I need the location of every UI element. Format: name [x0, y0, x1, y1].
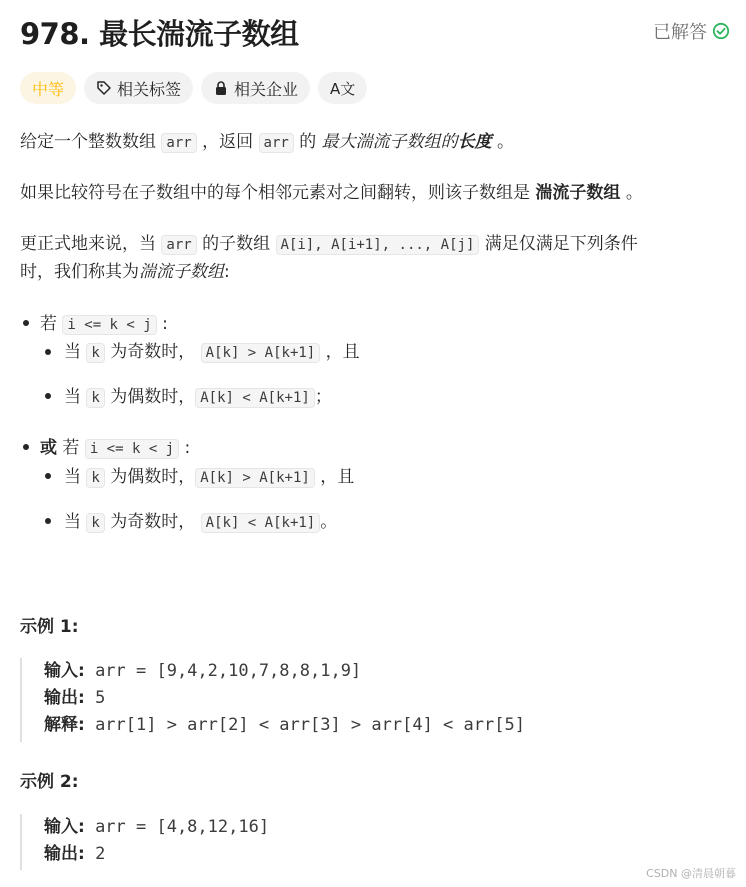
- c1-s2-text: 为偶数时，: [110, 387, 196, 407]
- condition-2-sub-2: [64, 508, 337, 537]
- paragraph-1: [20, 128, 514, 157]
- c1-s1-dang: 当: [64, 342, 81, 362]
- c1-s2-end: ；: [314, 387, 332, 407]
- example-2-block: [20, 814, 269, 870]
- condition-1-sub-1: [64, 338, 360, 367]
- related-topics-label: 相关标签: [117, 79, 182, 99]
- bullet: [23, 320, 29, 326]
- paragraph-2: [20, 179, 643, 207]
- c2-s2-text: 为奇数时，: [110, 512, 196, 532]
- c2-s1-end: ，且: [320, 467, 355, 487]
- c2-ruo: 若: [62, 438, 80, 458]
- tag-icon: [96, 80, 112, 96]
- inline-code: A[k] < A[k+1]: [201, 513, 321, 533]
- c2-or: 或: [40, 438, 57, 458]
- inline-code: A[k] > A[k+1]: [195, 468, 315, 488]
- p1-end: 。: [497, 132, 515, 152]
- c1-s2-dang: 当: [64, 387, 81, 407]
- inline-code: A[k] > A[k+1]: [201, 343, 321, 363]
- input-label: 输入:: [44, 817, 85, 837]
- difficulty-label: 中等: [32, 79, 65, 99]
- example-1-input: [44, 658, 525, 685]
- c2-s2-dang: 当: [64, 512, 81, 532]
- condition-1-sub-2: [64, 383, 332, 412]
- watermark: CSDN @清晨朝暮: [646, 867, 736, 880]
- translate-button[interactable]: [318, 72, 367, 104]
- example-1-title: 示例 1:: [20, 617, 79, 637]
- tag-bar: [20, 72, 367, 104]
- example-2-output: [44, 841, 269, 868]
- bullet: [45, 393, 51, 399]
- inline-code: A[k] < A[k+1]: [195, 388, 315, 408]
- condition-2: [40, 434, 190, 463]
- input-value: arr = [4,8,12,16]: [95, 817, 270, 837]
- inline-code: k: [86, 468, 104, 488]
- check-circle-icon: [712, 22, 730, 40]
- p3-mid: 的子数组: [202, 234, 271, 254]
- example-2-title: 示例 2:: [20, 772, 79, 792]
- difficulty-badge[interactable]: [20, 72, 76, 104]
- condition-2-sub-1: [64, 463, 354, 492]
- bullet: [45, 349, 51, 355]
- related-companies-button[interactable]: [201, 72, 310, 104]
- example-2-input: [44, 814, 269, 841]
- inline-code: arr: [161, 235, 196, 255]
- input-value: arr = [9,4,2,10,7,8,8,1,9]: [95, 661, 362, 681]
- inline-code: k: [86, 513, 104, 533]
- related-topics-button[interactable]: [84, 72, 193, 104]
- inline-code: arr: [259, 133, 294, 153]
- bullet: [45, 518, 51, 524]
- inline-code: k: [86, 343, 104, 363]
- example-1-block: [20, 658, 525, 742]
- p1-de: 的: [299, 132, 317, 152]
- inline-code: A[i], A[i+1], ..., A[j]: [276, 235, 480, 255]
- c2-s1-text: 为偶数时，: [110, 467, 196, 487]
- paragraph-3-line-2: [20, 258, 230, 286]
- p3-line2-end: :: [224, 262, 230, 282]
- related-companies-label: 相关企业: [234, 79, 299, 99]
- c1-colon: :: [162, 314, 168, 334]
- output-value: 5: [95, 688, 106, 708]
- condition-1: [40, 310, 168, 339]
- p3-line2-emphasis: 湍流子数组: [139, 262, 224, 282]
- translate-icon: A文: [330, 79, 356, 98]
- c1-ruo: 若: [40, 314, 57, 334]
- c2-s2-end: 。: [320, 512, 338, 532]
- p2-end: 。: [625, 183, 643, 203]
- bullet: [45, 473, 51, 479]
- example-1-explanation: [44, 712, 525, 739]
- output-value: 2: [95, 844, 106, 864]
- c1-s1-end: ，且: [325, 342, 360, 362]
- p2-text: 如果比较符号在子数组中的每个相邻元素对之间翻转，则该子数组是: [20, 183, 530, 203]
- explanation-value: arr[1] > arr[2] < arr[3] > arr[4] < arr[5]: [95, 715, 525, 735]
- output-label: 输出:: [44, 688, 85, 708]
- lock-icon: [213, 80, 229, 96]
- p3-prefix: 更正式地来说，当: [20, 234, 156, 254]
- p3-suffix: 满足仅满足下列条件: [484, 234, 638, 254]
- inline-code: i <= k < j: [62, 315, 156, 335]
- p2-strong: 湍流子数组: [535, 183, 621, 203]
- output-label: 输出:: [44, 844, 85, 864]
- inline-code: k: [86, 388, 104, 408]
- p3-line2-prefix: 时，我们称其为: [20, 262, 139, 282]
- paragraph-3-line-1: [20, 230, 638, 259]
- bullet: [23, 444, 29, 450]
- p1-strong: 长度: [457, 132, 492, 152]
- input-label: 输入:: [44, 661, 85, 681]
- p1-emphasis: 最大湍流子数组的: [321, 132, 458, 152]
- c2-s1-dang: 当: [64, 467, 81, 487]
- c1-s1-text: 为奇数时，: [110, 342, 196, 362]
- solved-label: 已解答: [653, 22, 707, 43]
- inline-code: i <= k < j: [85, 439, 179, 459]
- inline-code: arr: [161, 133, 196, 153]
- p1-prefix: 给定一个整数数组: [20, 132, 156, 152]
- solved-status: [653, 18, 730, 44]
- explanation-label: 解释:: [44, 715, 85, 735]
- example-1-output: [44, 685, 525, 712]
- problem-title: 978. 最长湍流子数组: [20, 17, 299, 51]
- c2-colon: :: [184, 438, 191, 458]
- title-row: [20, 12, 730, 52]
- p1-mid: ，返回: [202, 132, 254, 152]
